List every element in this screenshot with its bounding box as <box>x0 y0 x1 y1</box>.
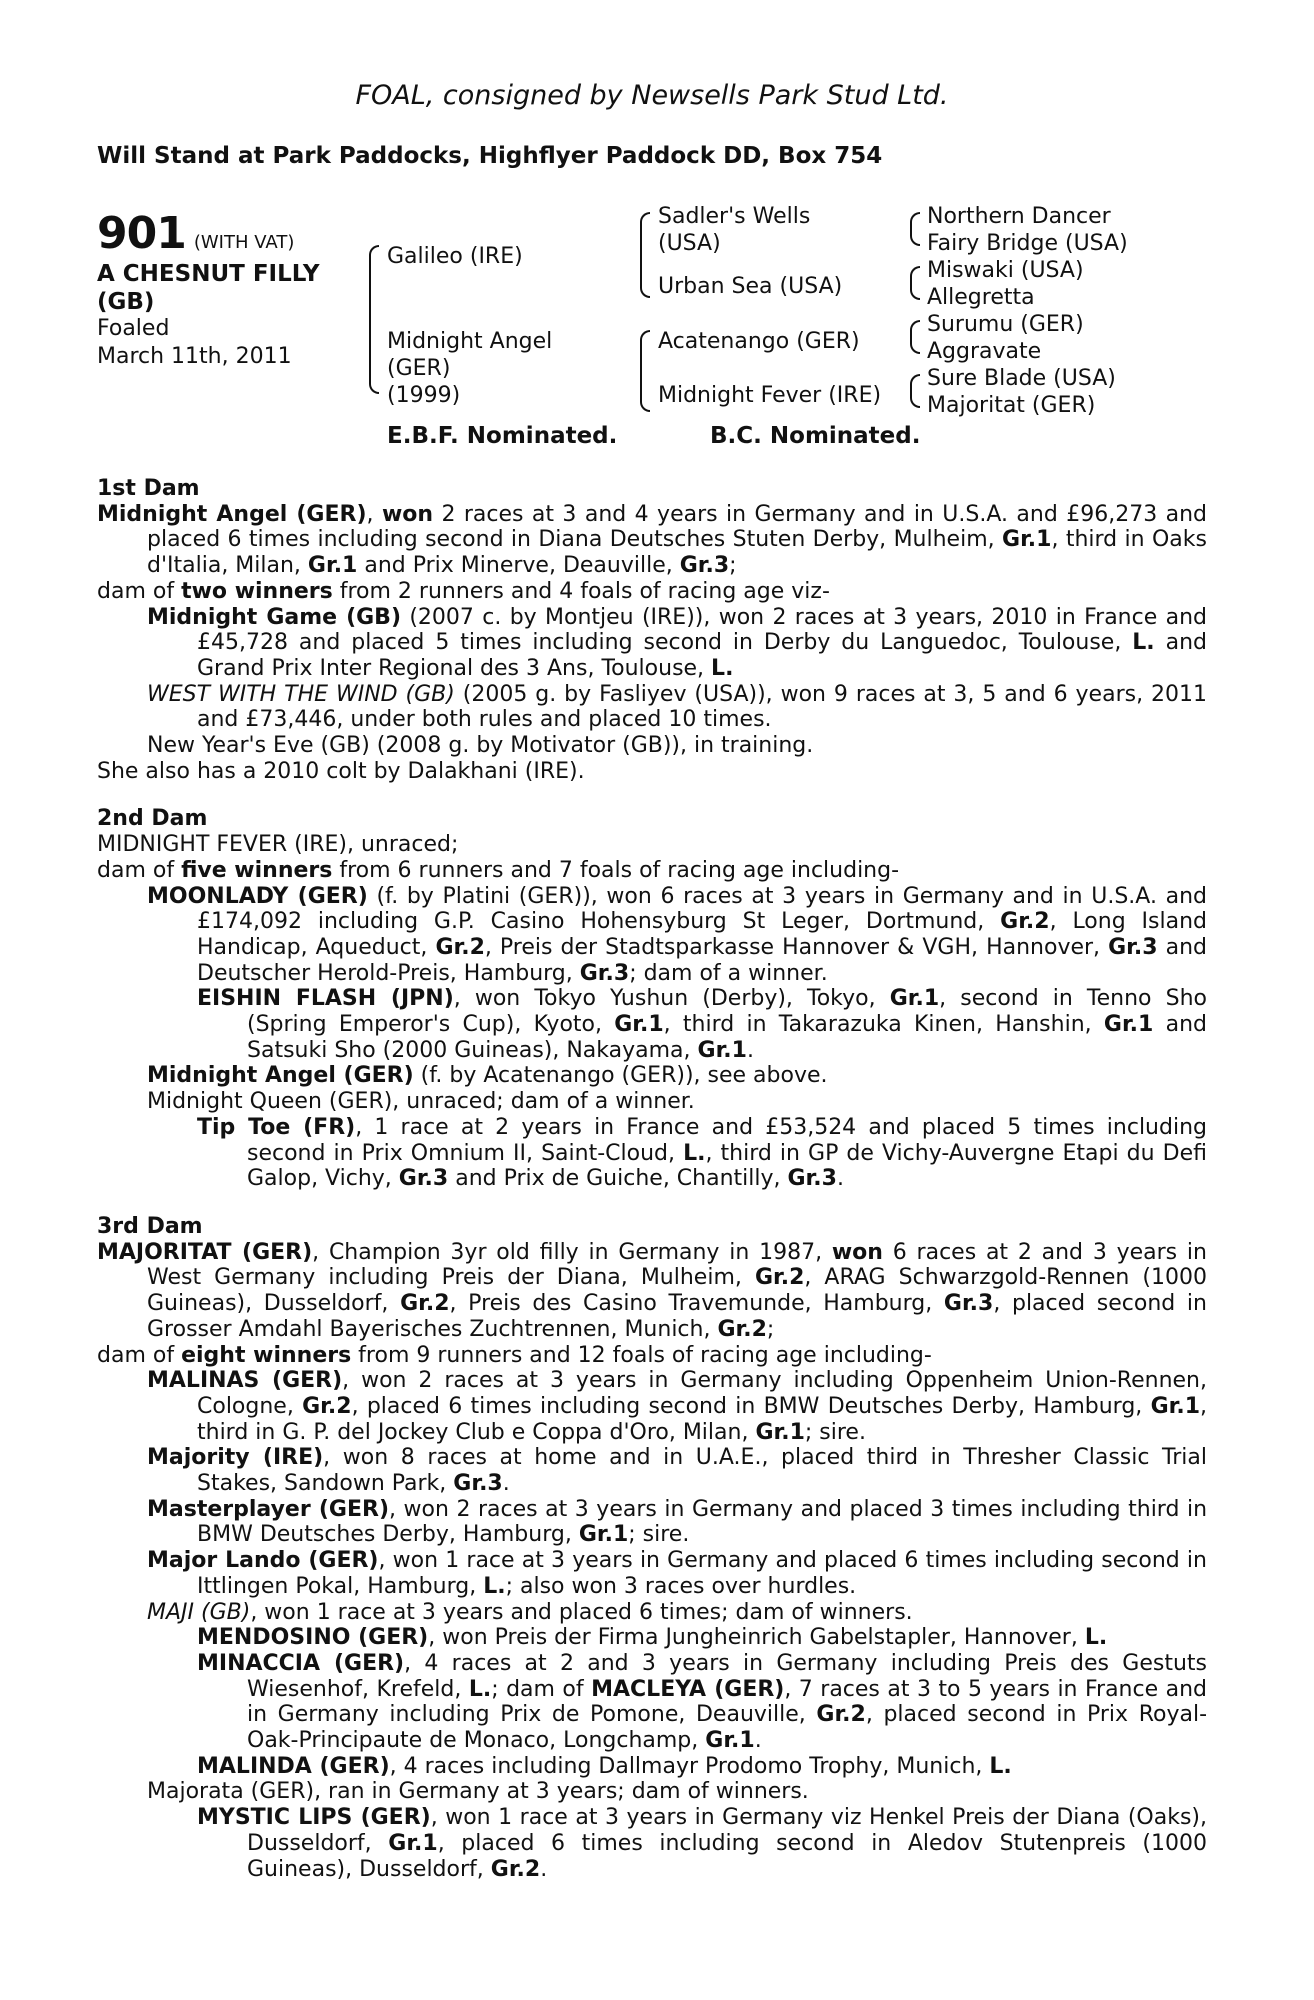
first-dam-also: She also has a 2010 colt by Dalakhani (IRE). <box>97 758 585 784</box>
sire-name: Galileo (IRE) <box>387 244 523 269</box>
second-dam-offspring: MOONLADY (GER) (f. by Platini (GER)), won 6 races at 3 years in Germany and in U.S.A. and £174,092 including G.P. Casino Hohensyburg St Leger, Dortmund, Gr.2, Long Island Handicap, Aqueduct, Gr.2, Preis der Stadtsparkasse Hannover & VGH, Hannover, Gr.3 and Deutscher Herold-Preis, Hamburg, Gr.3; dam of a winner. <box>147 883 1208 986</box>
produce-record <box>97 476 1207 1882</box>
second-dam-offspring: Midnight Queen (GER), unraced; dam of a winner. <box>147 1089 695 1115</box>
sdd: Allegretta <box>927 285 1035 310</box>
third-dam-produce-summary: dam of eight winners from 9 runners and 12 foals of racing age including- <box>97 1342 932 1368</box>
third-dam-offspring: MALINAS (GER), won 2 races at 3 years in Germany including Oppenheim Union-Rennen, Cologne, Gr.2, placed 6 times including second in BMW Deutsches Derby, Hamburg, Gr.1, third in G. P. del Jockey Club e Coppa d'Oro, Milan, Gr.1; sire. <box>147 1368 1208 1445</box>
pedigree-brace-ss <box>910 212 920 246</box>
third-dam-offspring: Major Lando (GER), won 1 race at 3 years in Germany and placed 6 times including second in Ittlingen Pokal, Hamburg, L.; also won 3 races over hurdles. <box>147 1548 1207 1599</box>
pedigree-brace-sire <box>640 212 650 298</box>
first-dam-record: Midnight Angel (GER), won 2 races at 3 and 4 years in Germany and in U.S.A. and £96,273 and placed 6 times including second in Diana Deutsches Stuten Derby, Mulheim, Gr.1, third in Oaks d'Italia, Milan, Gr.1 and Prix Minerve, Deauville, Gr.3; <box>97 501 1207 579</box>
foaled-date: March 11th, 2011 <box>97 344 292 369</box>
pedigree-brace-sd <box>910 266 920 300</box>
third-dam-grand-offspring: MINACCIA (GER), 4 races at 2 and 3 years in Germany including Preis des Gestuts Wiesenhof, Krefeld, L.; dam of MACLEYA (GER), 7 races at 3 to 5 years in France and in Germany including Prix de Pomone, Deauville, Gr.2, placed second in Prix Royal-Oak-Principaute de Monaco, Longchamp, Gr.1. <box>197 1650 1208 1754</box>
third-dam-offspring: Majority (IRE), won 8 races at home and in U.A.E., placed third in Thresher Classic Trial Stakes, Sandown Park, Gr.3. <box>147 1445 1207 1497</box>
third-dam-grand-offspring: MALINDA (GER), 4 races including Dallmayr Prodomo Trophy, Munich, L. <box>197 1753 1012 1779</box>
consignor-header: FOAL, consigned by Newsells Park Stud Ltd. <box>355 80 949 111</box>
ddd: Majoritat (GER) <box>927 393 1096 418</box>
third-dam-heading: 3rd Dam <box>97 1213 203 1239</box>
dds: Sure Blade (USA) <box>927 366 1116 391</box>
dam-name-line1: Midnight Angel <box>387 329 553 354</box>
dams-sire: Acatenango (GER) <box>658 329 860 354</box>
first-dam-heading: 1st Dam <box>97 476 200 501</box>
lot-name-line2: (GB) <box>97 289 155 315</box>
dam-name <box>387 328 552 409</box>
first-dam-offspring: WEST WITH THE WIND (GB) (2005 g. by Fasliyev (USA)), won 9 races at 3, 5 and 6 years, 2011 and £73,446, under both rules and placed 10 times. <box>147 681 1207 733</box>
third-dam-record: MAJORITAT (GER), Champion 3yr old filly in Germany in 1987, won 6 races at 2 and 3 years in West Germany including Preis der Diana, Mulheim, Gr.2, ARAG Schwarzgold-Rennen (1000 Guineas), Dusseldorf, Gr.2, Preis des Casino Travemunde, Hamburg, Gr.3, placed second in Grosser Amdahl Bayerisches Zuchtrennen, Munich, Gr.2; <box>97 1239 1207 1342</box>
dss: Surumu (GER) <box>927 312 1084 337</box>
ssd: Fairy Bridge (USA) <box>927 231 1128 256</box>
third-dam-grand-offspring: MENDOSINO (GER), won Preis der Firma Jungheinrich Gabelstapler, Hannover, L. <box>197 1625 1108 1651</box>
foaled-label: Foaled <box>97 316 170 341</box>
foaled-info <box>97 315 292 371</box>
third-dam-grand-offspring: MYSTIC LIPS (GER), won 1 race at 3 years in Germany viz Henkel Preis der Diana (Oaks), Dusseldorf, Gr.1, placed 6 times including second in Aledov Stutenpreis (1000 Guineas), Dusseldorf, Gr.2. <box>197 1805 1208 1882</box>
second-dam-produce-summary: dam of five winners from 6 runners and 7 foals of racing age including- <box>97 857 900 883</box>
pedigree-brace-main <box>369 245 379 394</box>
sires-sire-line1: Sadler's Wells <box>658 204 811 229</box>
sires-sire-line2: (USA) <box>658 231 721 256</box>
vat-note: (WITH VAT) <box>193 232 295 253</box>
first-dam-offspring: New Year's Eve (GB) (2008 g. by Motivator (GB)), in training. <box>147 733 814 759</box>
ebf-nominated: E.B.F. Nominated. <box>387 423 618 449</box>
dam-name-line3: (1999) <box>387 383 461 408</box>
second-dam-heading: 2nd Dam <box>97 806 208 832</box>
pedigree-brace-dd <box>910 374 920 408</box>
lot-number: 901 <box>97 208 186 259</box>
sires-dam: Urban Sea (USA) <box>658 274 843 299</box>
second-dam-grand-offspring: EISHIN FLASH (JPN), won Tokyo Yushun (Derby), Tokyo, Gr.1, second in Tenno Sho (Spring Emperor's Cup), Kyoto, Gr.1, third in Takarazuka Kinen, Hanshin, Gr.1 and Satsuki Sho (2000 Guineas), Nakayama, Gr.1. <box>197 986 1207 1063</box>
dsd: Aggravate <box>927 339 1042 364</box>
third-dam-offspring: Masterplayer (GER), won 2 races at 3 years in Germany and placed 3 times including third in BMW Deutsches Derby, Hamburg, Gr.1; sire. <box>147 1496 1208 1548</box>
sds: Miswaki (USA) <box>927 258 1084 283</box>
first-dam-offspring: Midnight Game (GB) (2007 c. by Montjeu (IRE)), won 2 races at 3 years, 2010 in France and £45,728 and placed 5 times including second in Derby du Languedoc, Toulouse, L. and Grand Prix Inter Regional des 3 Ans, Toulouse, L. <box>147 604 1207 681</box>
third-dam-offspring: Majorata (GER), ran in Germany at 3 years; dam of winners. <box>147 1779 809 1805</box>
pedigree-brace-dam <box>640 330 650 412</box>
bc-nominated: B.C. Nominated. <box>710 423 921 449</box>
third-dam-offspring: MAJI (GB), won 1 race at 3 years and placed 6 times; dam of winners. <box>147 1599 913 1625</box>
sires-sire <box>658 203 810 257</box>
dams-dam: Midnight Fever (IRE) <box>658 383 882 408</box>
first-dam-produce-summary: dam of two winners from 2 runners and 4 foals of racing age viz- <box>97 578 830 604</box>
sss: Northern Dancer <box>927 204 1111 229</box>
lot-number-block <box>97 208 294 259</box>
lot-name <box>97 260 357 316</box>
dam-name-line2: (GER) <box>387 356 451 381</box>
stand-location: Will Stand at Park Paddocks, Highflyer Paddock DD, Box 754 <box>97 143 883 169</box>
pedigree-brace-ds <box>910 320 920 354</box>
second-dam-offspring: Midnight Angel (GER) (f. by Acatenango (GER)), see above. <box>147 1063 828 1089</box>
lot-name-line1: A CHESNUT FILLY <box>97 261 320 287</box>
second-dam-record: MIDNIGHT FEVER (IRE), unraced; <box>97 832 459 858</box>
second-dam-grand-offspring: Tip Toe (FR), 1 race at 2 years in France and £53,524 and placed 5 times including second in Prix Omnium II, Saint-Cloud, L., third in GP de Vichy-Auvergne Etapi du Defi Galop, Vichy, Gr.3 and Prix de Guiche, Chantilly, Gr.3. <box>197 1114 1207 1192</box>
